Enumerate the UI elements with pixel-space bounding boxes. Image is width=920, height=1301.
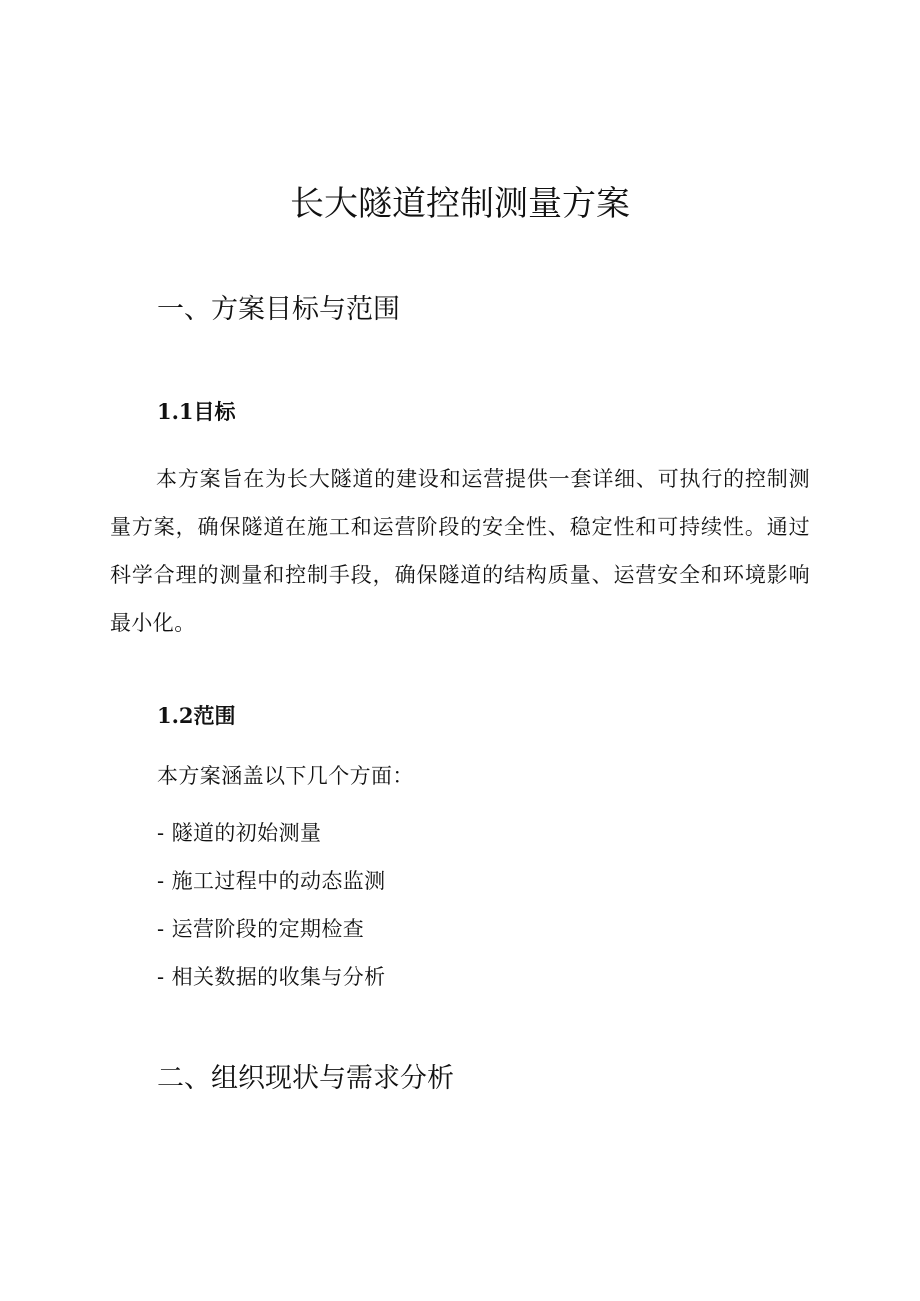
list-item: - 施工过程中的动态监测 xyxy=(157,869,386,893)
document-title: 长大隧道控制测量方案 xyxy=(290,184,630,224)
section-heading-status-analysis: 二、组织现状与需求分析 xyxy=(157,1063,454,1094)
list-item: - 隧道的初始测量 xyxy=(157,821,322,845)
list-item: - 相关数据的收集与分析 xyxy=(157,965,386,989)
subsection-heading-goal: 1.1目标 xyxy=(157,399,236,424)
list-item: - 运营阶段的定期检查 xyxy=(157,917,365,941)
goal-paragraph: 本方案旨在为长大隧道的建设和运营提供一套详细、可执行的控制测量方案，确保隧道在施工和运营阶段的安全性、稳定性和可持续性。通过科学合理的测量和控制手段，确保隧道的结构质量、运营安全和环境影响最小化。 xyxy=(110,467,810,635)
section-heading-goals-scope: 一、方案目标与范围 xyxy=(157,294,400,325)
scope-intro: 本方案涵盖以下几个方面： xyxy=(157,764,414,788)
scope-list xyxy=(157,809,386,1001)
subsection-heading-scope: 1.2范围 xyxy=(157,703,236,728)
